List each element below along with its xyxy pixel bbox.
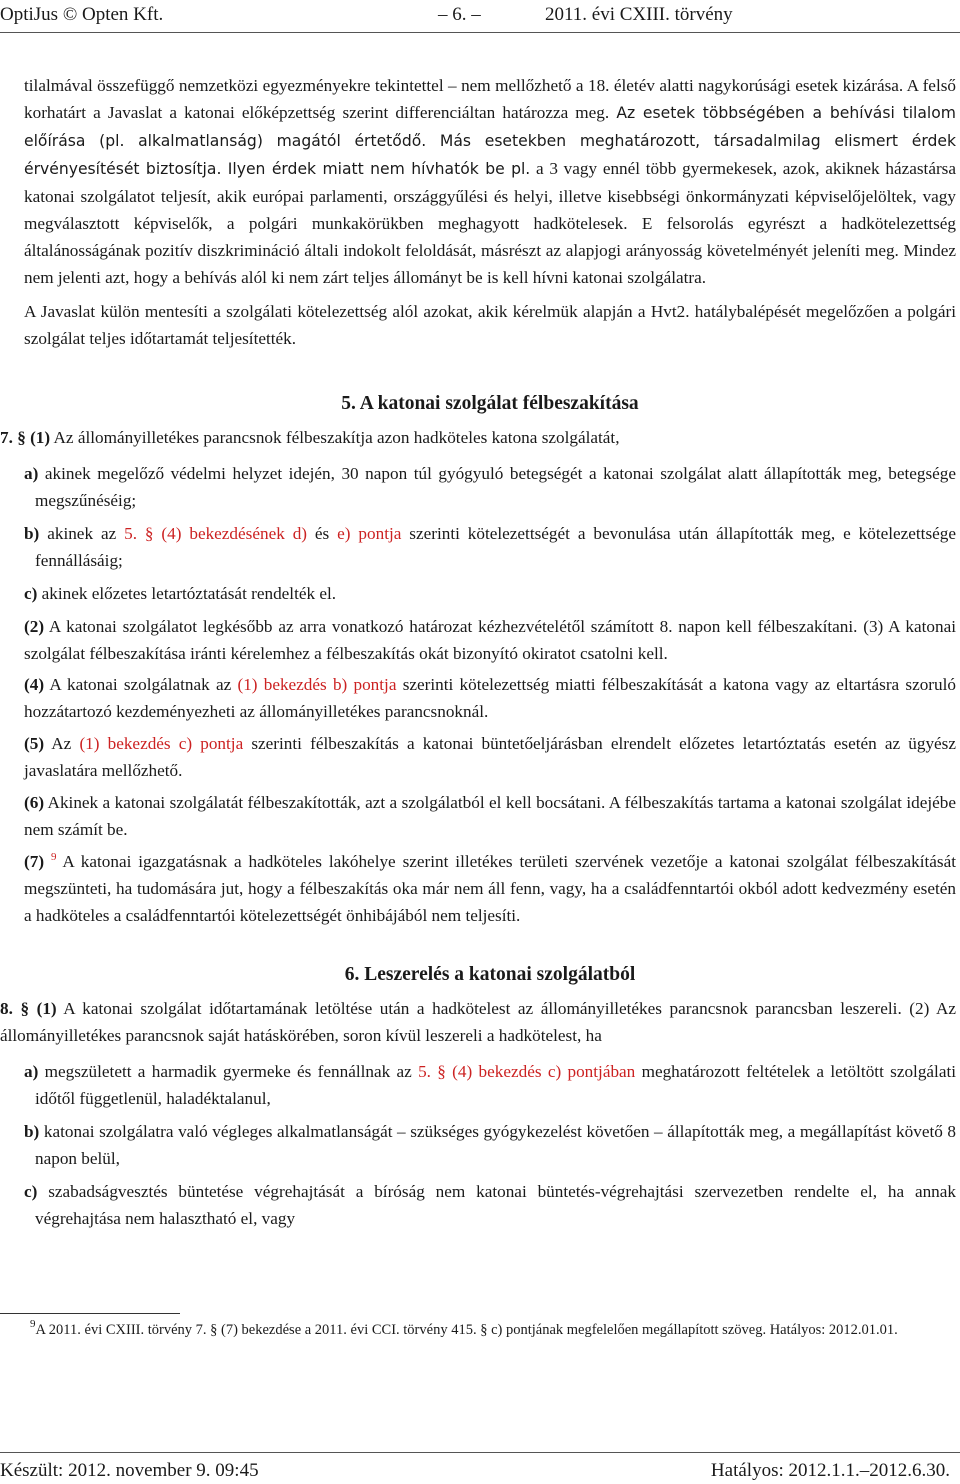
para-number: (4) (24, 675, 45, 694)
para-text: A katonai igazgatásnak a hadköteles lakóhelye szerint illetékes területi szervének vezetője a katonai szolgálat félbeszakítását megszünteti, ha tudomására jut, hogy a félbeszakítás oka már nem áll fenn, vagy, ha a családfenntartói okból adott kedvezmény esetén a hadköteles a családfenntartói kötelezettségét önhibájából nem teljesíti. (24, 852, 957, 925)
footnote-text: A 2011. évi CXIII. törvény 7. § (7) bekezdése a 2011. évi CCI. törvény 415. § c) pontjának megfelelően megállapított szöveg. Hatályos: 2012.01.01. (35, 1322, 898, 1338)
list-item (24, 1058, 956, 1112)
intro-paragraph-2: A Javaslat külön mentesíti a szolgálati kötelezettség alól azokat, akik kérelmük alapján a Hvt2. hatálybalépését megelőzően a polgári szolgálat teljes időtartamát teljesítették. (24, 302, 956, 348)
intro-text-2: Az esetek többségében a behívási tilalom előírása (pl. alkalmatlanság) magától értetődő. Más esetekben meghatározott, társadalmilag elismert érdek érvényesítését biztosítja. Ilyen érdek miatt nem hívhatók be pl. (24, 104, 956, 178)
s8-number: 8. § (0, 999, 30, 1018)
item-text: megszületett a harmadik gyermeke és fennállnak az (44, 1062, 419, 1081)
intro-text-3: a 3 vagy ennél több gyermekesek, azok, akiknek házastársa katonai szolgálatot teljesít, akik európai parlamenti, országgyűlési és helyi, illetve kisebbségi önkormányzati képviselőjelöltek, vagy megválasztott képviselők, a polgári munkakörükben meghagyott hadkötelesek. E felsorolás egyrészt a hadkötelezettség általánosságának pozitív diszkrimináció általi indokolt feloldását, másrészt az alapjogi arányosság követelményét jeleníti meg. Mindez nem jelenti azt, hogy a behívás alól ki nem zárt teljes állományt be is kell hívni katonai szolgálatra. (24, 159, 956, 287)
s7-para-5 (24, 730, 956, 784)
law-ref-link[interactable]: (1) bekezdés c) pontja (79, 734, 244, 753)
para-number: (6) (24, 793, 45, 812)
intro-text-1: tilalmával összefüggő nemzetközi egyezményekre tekintettel – nem mellőzhető a 18. életév alatti nagykorúsági esetek kizárása. A felső korhatárt a Javaslat a katonai előképzettség szerint differenciáltan határozza meg. (24, 76, 956, 122)
s7-1-number: (1) (30, 428, 51, 447)
law-ref-link[interactable]: e) pontja (337, 524, 402, 543)
law-ref-link[interactable]: 5. § (4) bekezdés c) pontjában (418, 1062, 636, 1081)
document-body (0, 72, 957, 1232)
page-number: – 6. – (438, 4, 481, 25)
item-text: akinek megelőző védelmi helyzet idején, 30 napon túl gyógyuló betegségét a katonai szolgálat alatt állapították meg, betegsége megszűnéséig; (35, 464, 957, 510)
footer-validity: Hatályos: 2012.1.1.–2012.6.30. (710, 1460, 950, 1481)
law-ref-link[interactable]: 5. § (4) bekezdésének d) (124, 524, 308, 543)
para-text: A katonai szolgálatot legkésőbb az arra vonatkozó határozat kézhezvételétől számított 8. napon kell félbeszakítani. (3) A katonai szolgálat félbeszakítása iránti kérelemhez a félbeszakítás okát bizonyító okiratot csatolni kell. (24, 617, 956, 663)
item-text: szerinti kötelezettségét a bevonulása után állapították meg, e kötelezettsége fennállásáig; (35, 524, 956, 570)
list-item (24, 460, 956, 514)
item-label: c) (24, 584, 38, 603)
item-text: meghatározott feltételek a letöltött szolgálati időtől függetlenül, haladéktalanul, (35, 1062, 957, 1108)
para-text: szerinti kötelezettség miatti félbeszakítását a katona vagy az eltartásra szoruló hozzátartozó kezdeményezheti az állományilletékes parancsnoknál. (24, 675, 956, 721)
item-label: c) (24, 1182, 38, 1201)
para-number: (7) (24, 852, 45, 871)
s7-para-6 (24, 789, 956, 843)
item-text: akinek az (47, 524, 125, 543)
footnote-rule (0, 1313, 180, 1314)
header-left: OptiJus © Opten Kft. (0, 4, 164, 25)
list-item (24, 580, 956, 607)
footnote-ref[interactable]: 9 (50, 851, 57, 863)
para-text: A katonai szolgálatnak az (49, 675, 238, 694)
para-text: szerinti félbeszakítás a katonai büntetőeljárásban elrendelt előzetes letartóztatás esetén az ügyész javaslatára mellőzhető. (24, 734, 956, 780)
para-text: Akinek a katonai szolgálatát félbeszakították, azt a szolgálatból el kell bocsátani. A félbeszakítás tartama a katonai szolgálat idejébe nem számít be. (24, 793, 956, 839)
item-label: b) (24, 1122, 40, 1141)
item-text: akinek előzetes letartóztatását rendelték el. (41, 584, 337, 603)
list-item (24, 1178, 956, 1232)
s7-para-1 (0, 424, 956, 451)
item-text: és (307, 524, 338, 543)
list-item (24, 1118, 956, 1172)
footnote (0, 1318, 960, 1342)
list-item (24, 520, 956, 574)
item-text: szabadságvesztés büntetése végrehajtását a bíróság nem katonai büntetés-végrehajtási szervezetben rendelte el, ha annak végrehajtása nem halasztható el, vagy (35, 1182, 956, 1228)
section-6-title: 6. Leszerelés a katonai szolgálatból (344, 964, 636, 985)
s7-number: 7. § (0, 428, 26, 447)
item-text: katonai szolgálatra való végleges alkalmatlanságát – szükséges gyógykezelést követően – állapították meg, a megállapítást követő 8 napon belül, (35, 1122, 957, 1168)
s7-items (24, 460, 956, 607)
s7-para-4 (24, 671, 956, 725)
footer-rule (0, 1452, 960, 1453)
section-5-title: 5. A katonai szolgálat félbeszakítása (341, 393, 639, 414)
header-rule (0, 32, 960, 33)
law-ref-link[interactable]: (1) bekezdés b) pontja (237, 675, 397, 694)
s8-1-text: A katonai szolgálat időtartamának letöltése után a hadkötelest az állományilletékes parancsnok parancsban leszereli. (2) Az állományilletékes parancsnok saját hatáskörében, soron kívül leszereli a hadkötelest, ha (0, 999, 956, 1045)
item-label: a) (24, 1062, 39, 1081)
item-label: a) (24, 464, 39, 483)
s7-para-7 (24, 848, 956, 929)
header-law-title: 2011. évi CXIII. törvény (545, 4, 733, 25)
s7-1-text: Az állományilletékes parancsnok félbeszakítja azon hadköteles katona szolgálatát, (53, 428, 620, 447)
page-footer (0, 1458, 960, 1484)
s8-items (24, 1058, 956, 1232)
para-text: Az (51, 734, 80, 753)
item-label: b) (24, 524, 40, 543)
footnote-number: 9 (30, 1318, 36, 1330)
s8-para-1 (0, 995, 956, 1049)
para-number: (5) (24, 734, 45, 753)
para-number: (2) (24, 617, 45, 636)
s7-para-2 (24, 613, 956, 667)
footer-created: Készült: 2012. november 9. 09:45 (0, 1460, 259, 1481)
intro-paragraph (24, 72, 956, 291)
page-header (0, 2, 960, 30)
s8-1-number: (1) (36, 999, 57, 1018)
